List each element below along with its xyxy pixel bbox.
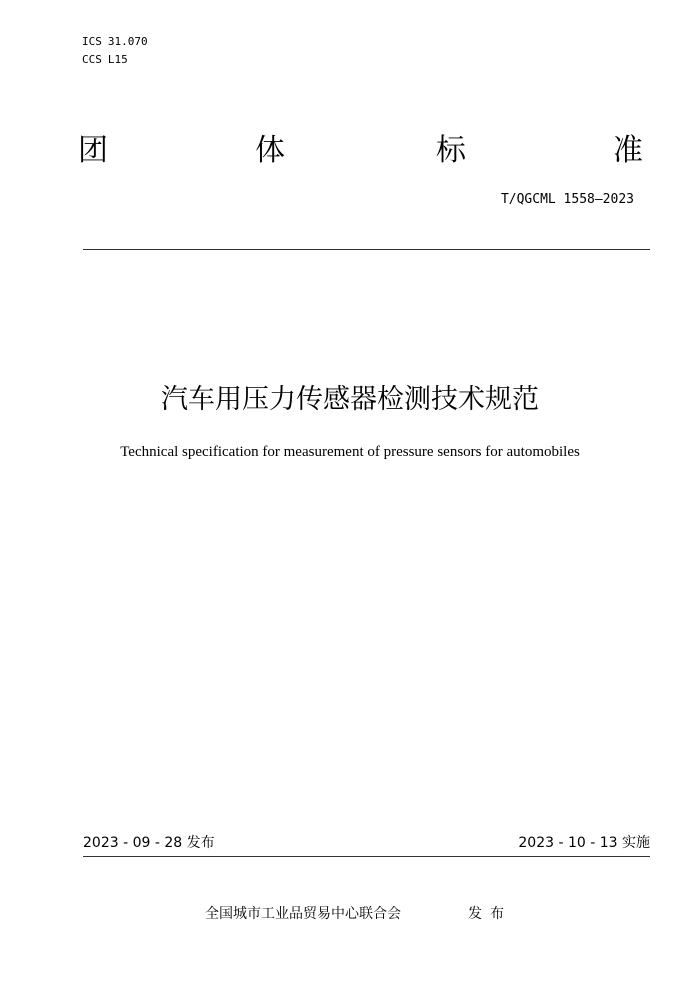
ics-code: 31.070 (107, 35, 148, 48)
title-english: Technical specification for measurement of pressure sensors for automobiles (120, 444, 580, 460)
title-chinese: 汽车用压力传感器检测技术规范 (161, 384, 539, 415)
issuer-action: 发布 (468, 906, 512, 922)
ccs-code: L15 (107, 53, 128, 66)
ics-label: ICS (82, 35, 102, 48)
standard-number: T/QGCML 1558—2023 (500, 192, 634, 207)
ics-classification (82, 35, 148, 49)
top-divider (83, 249, 650, 250)
issue-date: 2023 - 09 - 28 发布 (83, 835, 215, 851)
standard-type-char-4: 准 (613, 133, 643, 168)
bottom-divider (83, 856, 650, 857)
ccs-classification (82, 53, 128, 67)
standard-type-char-2: 体 (255, 133, 285, 168)
standard-type-char-1: 团 (78, 133, 108, 168)
implementation-date: 2023 - 10 - 13 实施 (518, 835, 650, 851)
standard-type-char-3: 标 (436, 133, 466, 168)
issuer-organization: 全国城市工业品贸易中心联合会 (205, 906, 401, 922)
ccs-label: CCS (82, 53, 102, 66)
